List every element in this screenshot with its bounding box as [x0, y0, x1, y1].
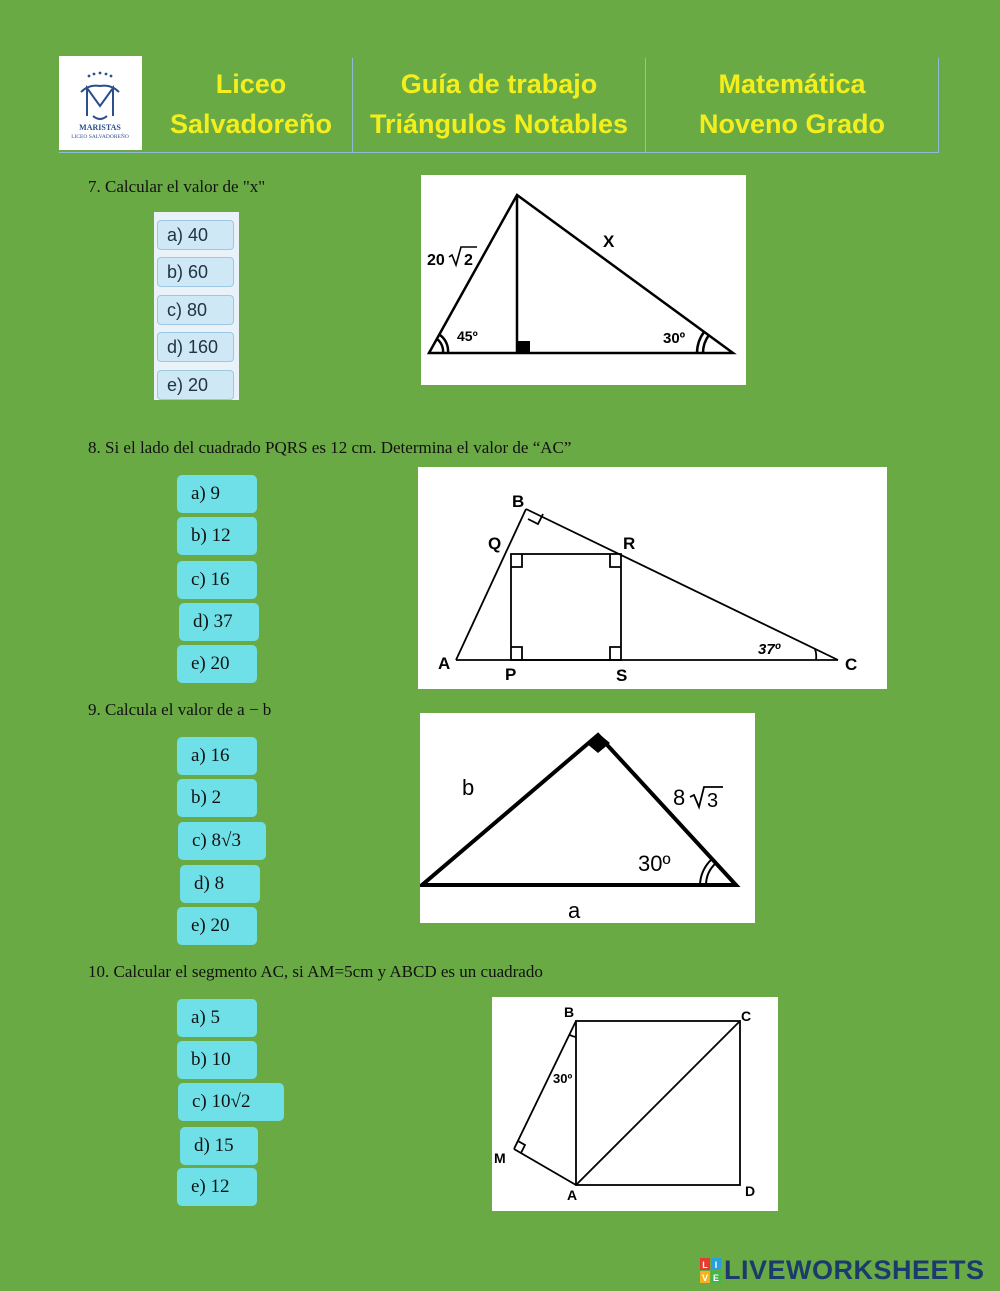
- q7-angle-left: 45º: [457, 328, 478, 344]
- q9-radical: 3: [707, 790, 719, 812]
- q7-option-e[interactable]: e) 20: [157, 370, 234, 400]
- q9-option-a[interactable]: a) 16: [177, 737, 257, 775]
- svg-text:L: L: [702, 1260, 708, 1270]
- q8-angle: 37º: [758, 641, 781, 658]
- q9-option-c[interactable]: c) 8√3: [178, 822, 266, 860]
- q8-side-ab: [456, 509, 526, 660]
- maristas-logo-icon: [59, 56, 142, 150]
- q9-triangle: [422, 735, 736, 885]
- header-school-line1: Liceo: [215, 69, 287, 99]
- q10-label-a: A: [567, 1187, 578, 1203]
- header-guide-line2: Triángulos Notables: [369, 109, 629, 139]
- liveworksheets-brand[interactable]: LIVEWORKSHEETS: [724, 1255, 985, 1285]
- svg-text:E: E: [712, 1273, 720, 1283]
- q8-side-bc: [526, 509, 838, 660]
- header: [59, 56, 939, 153]
- q9-option-e[interactable]: e) 20: [177, 907, 257, 945]
- q10-diagonal: [576, 1021, 740, 1185]
- q8-square: [511, 554, 621, 660]
- logo-text-1: MARISTAS: [79, 123, 121, 132]
- q9-right-angle-mark: [586, 733, 610, 753]
- q7-side-label: 20: [427, 252, 445, 269]
- header-subject: [646, 56, 938, 152]
- q7-option-b[interactable]: b) 60: [157, 257, 234, 287]
- header-school: [151, 56, 351, 152]
- q7-figure: [421, 175, 746, 385]
- svg-text:I: I: [714, 1260, 718, 1270]
- header-school-line2: Salvadoreño: [169, 109, 333, 139]
- q10-label-b: B: [564, 1004, 575, 1020]
- q7-option-c[interactable]: c) 80: [157, 295, 234, 325]
- school-logo: [59, 56, 142, 150]
- q7-option-d[interactable]: d) 160: [157, 332, 234, 362]
- q9-text: 9. Calcula el valor de a − b: [88, 700, 272, 719]
- q7-x-label: X: [603, 232, 615, 251]
- header-guide-line1: Guía de trabajo: [400, 69, 598, 99]
- q9-option-b[interactable]: b) 2: [177, 779, 257, 817]
- q10-label-m: M: [494, 1150, 506, 1166]
- liveworksheets-logo-icon: [700, 1258, 722, 1284]
- q8-label-b: B: [512, 492, 525, 511]
- q9-figure: [420, 713, 755, 923]
- q8-option-a[interactable]: a) 9: [177, 475, 257, 513]
- q8-option-e[interactable]: e) 20: [177, 645, 257, 683]
- q8-label-a: A: [438, 654, 451, 673]
- q10-option-e[interactable]: e) 12: [177, 1168, 257, 1206]
- q10-text: 10. Calcular el segmento AC, si AM=5cm y ABCD es un cuadrado: [88, 962, 543, 981]
- q7-text: 7. Calcular el valor de "x": [88, 177, 266, 196]
- q8-figure: [418, 467, 887, 689]
- q8-option-c[interactable]: c) 16: [177, 561, 257, 599]
- q10-angle: 30º: [553, 1071, 573, 1086]
- q8-option-d[interactable]: d) 37: [179, 603, 259, 641]
- q7-radical: 2: [464, 252, 473, 269]
- q10-option-b[interactable]: b) 10: [177, 1041, 257, 1079]
- q10-label-c: C: [741, 1008, 752, 1024]
- q10-option-d[interactable]: d) 15: [180, 1127, 258, 1165]
- q10-ma: [514, 1149, 576, 1185]
- q8-text: 8. Si el lado del cuadrado PQRS es 12 cm. Determina el valor de “AC”: [88, 438, 572, 457]
- q7-angle-right: 30º: [663, 330, 686, 347]
- q8-label-c: C: [845, 655, 858, 674]
- q8-label-r: R: [623, 534, 636, 553]
- q8-label-s: S: [616, 666, 628, 685]
- logo-text-2: LICEO SALVADOREÑO: [71, 134, 129, 140]
- q10-figure: [492, 997, 778, 1211]
- q7-option-a[interactable]: a) 40: [157, 220, 234, 250]
- q9-side-label: 8: [673, 785, 686, 810]
- q10-option-c[interactable]: c) 10√2: [178, 1083, 284, 1121]
- q8-option-b[interactable]: b) 12: [177, 517, 257, 555]
- svg-text:V: V: [701, 1273, 709, 1283]
- q9-label-b: b: [462, 775, 475, 800]
- q9-angle: 30º: [638, 851, 671, 876]
- header-guide: [353, 56, 645, 152]
- header-divider: [938, 58, 939, 152]
- header-subject-line1: Matemática: [718, 69, 866, 99]
- header-subject-line2: Noveno Grado: [698, 109, 886, 139]
- q9-label-a: a: [568, 898, 581, 923]
- q9-option-d[interactable]: d) 8: [180, 865, 260, 903]
- q8-label-q: Q: [488, 534, 502, 553]
- q8-label-p: P: [505, 665, 517, 684]
- q10-label-d: D: [745, 1183, 756, 1199]
- q10-option-a[interactable]: a) 5: [177, 999, 257, 1037]
- q7-right-angle-mark: [518, 341, 530, 353]
